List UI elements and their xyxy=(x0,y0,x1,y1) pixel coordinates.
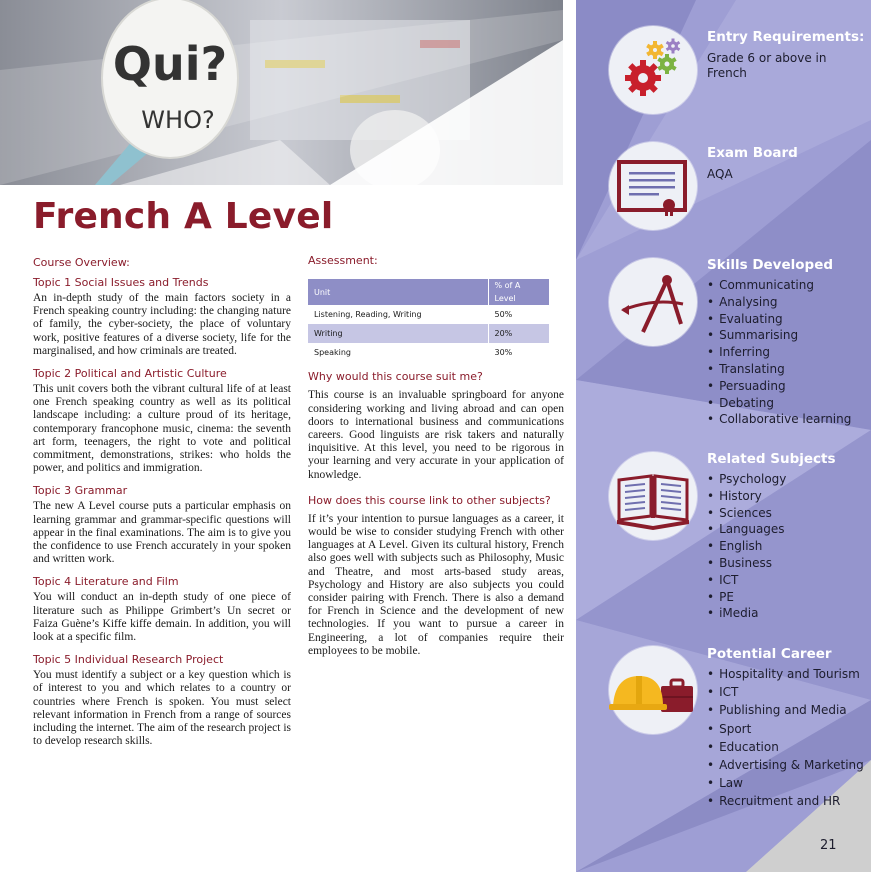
assessment-section xyxy=(308,254,564,667)
hero-photo xyxy=(0,0,563,185)
table-cell-percent: 50% xyxy=(488,305,549,324)
hero-sign-text: Qui? xyxy=(112,37,228,91)
gears-icon xyxy=(609,26,697,114)
list-item: • Advertising & Marketing xyxy=(707,756,867,774)
topic-5-body: You must identify a subject or a key question which is of interest to you and which relates to a country or countries where French is spoken. You must select relevant information in French from a range of sources including the internet. The aim of the research project is to develop research skills. xyxy=(33,669,291,748)
list-item: • Hospitality and Tourism xyxy=(707,665,867,683)
list-item: • Law xyxy=(707,774,867,792)
list-item: • Persuading xyxy=(707,378,867,395)
list-item: • Business xyxy=(707,555,867,572)
list-item: • ICT xyxy=(707,683,867,701)
table-header-row xyxy=(308,279,549,305)
table-row xyxy=(308,305,549,324)
suit-me-heading: Why would this course suit me? xyxy=(308,370,483,384)
suit-me-body: This course is an invaluable springboard for anyone considering working and living abroad and can open doors to international business and communications careers. Good linguists are risk takers and naturally inquisitive. At this level, you need to be rigorous in your learning and very accurate in your application of knowledge. xyxy=(308,389,564,481)
list-item: • Summarising xyxy=(707,327,867,344)
topic-1-title: Topic 1 Social Issues and Trends xyxy=(33,276,209,289)
list-item: • Inferring xyxy=(707,344,867,361)
list-item: • Collaborative learning xyxy=(707,411,867,428)
table-cell-percent: 30% xyxy=(488,343,549,362)
list-item: • iMedia xyxy=(707,605,867,622)
info-sidebar xyxy=(576,0,871,872)
list-item: • Languages xyxy=(707,521,867,538)
table-header-percent: % of A Level xyxy=(488,279,549,305)
course-overview-heading: Course Overview: xyxy=(33,256,130,269)
related-subjects-list xyxy=(707,471,867,622)
list-item: • Psychology xyxy=(707,471,867,488)
table-cell-unit: Writing xyxy=(308,324,488,343)
list-item: • History xyxy=(707,488,867,505)
exam-board-title: Exam Board xyxy=(707,145,798,161)
page-title: French A Level xyxy=(33,196,334,237)
table-cell-unit: Listening, Reading, Writing xyxy=(308,305,488,324)
list-item: • Education xyxy=(707,738,867,756)
list-item: • Communicating xyxy=(707,277,867,294)
page-number: 21 xyxy=(820,838,837,853)
list-item: • PE xyxy=(707,589,867,606)
open-book-icon xyxy=(609,452,697,540)
assessment-heading: Assessment: xyxy=(308,254,378,267)
exam-board-text: AQA xyxy=(707,167,733,181)
list-item: • Debating xyxy=(707,395,867,412)
table-header-unit: Unit xyxy=(308,279,488,305)
related-subjects-block xyxy=(707,451,867,622)
list-item: • Publishing and Media xyxy=(707,701,867,719)
list-item: • Evaluating xyxy=(707,311,867,328)
list-item: • Sciences xyxy=(707,505,867,522)
potential-career-title: Potential Career xyxy=(707,646,832,662)
assessment-table xyxy=(308,279,549,362)
compass-icon xyxy=(609,258,697,346)
potential-career-list xyxy=(707,665,867,811)
table-row xyxy=(308,343,549,362)
hardhat-briefcase-icon xyxy=(609,646,697,734)
table-row xyxy=(308,324,549,343)
skills-block xyxy=(707,257,867,428)
links-body: If it’s your intention to pursue languages as a career, it would be wise to consider studying French with other languages at A Level. Given its cultural history, French also goes well with subjects such as Philosophy, Music and Theatre, and most arts-based study areas, Psychology and History are also subjects you could consider pairing with French. There is also a demand for French in Science and the development of new technologies. If you want to pursue a career in Engineering, a lot of companies require their employees to be mobile. xyxy=(308,512,564,657)
table-cell-percent: 20% xyxy=(488,324,549,343)
related-subjects-title: Related Subjects xyxy=(707,451,836,467)
topic-2-body: This unit covers both the vibrant cultural life of at least one French speaking country as well as its political landscape including: a culture proud of its heritage, contemporary francophone music, cinema: the seventh art form, teenagers, the right to vote and political commitment, demonstrations, strikes: who holds the power, and politics and immigration. xyxy=(33,383,291,475)
table-cell-unit: Speaking xyxy=(308,343,488,362)
skills-list xyxy=(707,277,867,428)
topic-3-body: The new A Level course puts a particular emphasis on learning grammar and grammar-specific questions will appear in the final examinations. The aim is to give you the confidence to use French accurately in your spoken and written work. xyxy=(33,500,291,566)
topic-3-title: Topic 3 Grammar xyxy=(33,484,128,498)
course-overview-section xyxy=(33,256,291,757)
topic-5-title: Topic 5 Individual Research Project xyxy=(33,653,224,667)
hero-sign-subtext: WHO? xyxy=(141,106,215,134)
list-item: • ICT xyxy=(707,572,867,589)
list-item: • Analysing xyxy=(707,294,867,311)
list-item: • Recruitment and HR xyxy=(707,792,867,810)
list-item: • English xyxy=(707,538,867,555)
list-item: • Translating xyxy=(707,361,867,378)
certificate-icon xyxy=(609,142,697,230)
entry-requirements-text: Grade 6 or above in French xyxy=(707,51,827,80)
topic-4-title: Topic 4 Literature and Film xyxy=(33,575,179,589)
topic-1-body: An in-depth study of the main factors society in a French speaking country including: the changing nature of family, the cyber-society, the place of voluntary work, positive features of a diverse society, life for the marginalised, and how criminals are treated. xyxy=(33,292,291,357)
exam-board-block xyxy=(707,145,867,182)
skills-title: Skills Developed xyxy=(707,257,834,273)
entry-requirements-block xyxy=(707,29,867,81)
links-heading: How does this course link to other subjects? xyxy=(308,493,551,507)
potential-career-block xyxy=(707,646,867,811)
list-item: • Sport xyxy=(707,720,867,738)
topic-4-body: You will conduct an in-depth study of one piece of literature such as Philippe Grimbert’s Un secret or Faiza Guène’s Kiffe kiffe demain. In addition, you will look at a specific film. xyxy=(33,591,291,644)
topic-2-title: Topic 2 Political and Artistic Culture xyxy=(33,367,227,381)
entry-requirements-title: Entry Requirements: xyxy=(707,29,865,45)
